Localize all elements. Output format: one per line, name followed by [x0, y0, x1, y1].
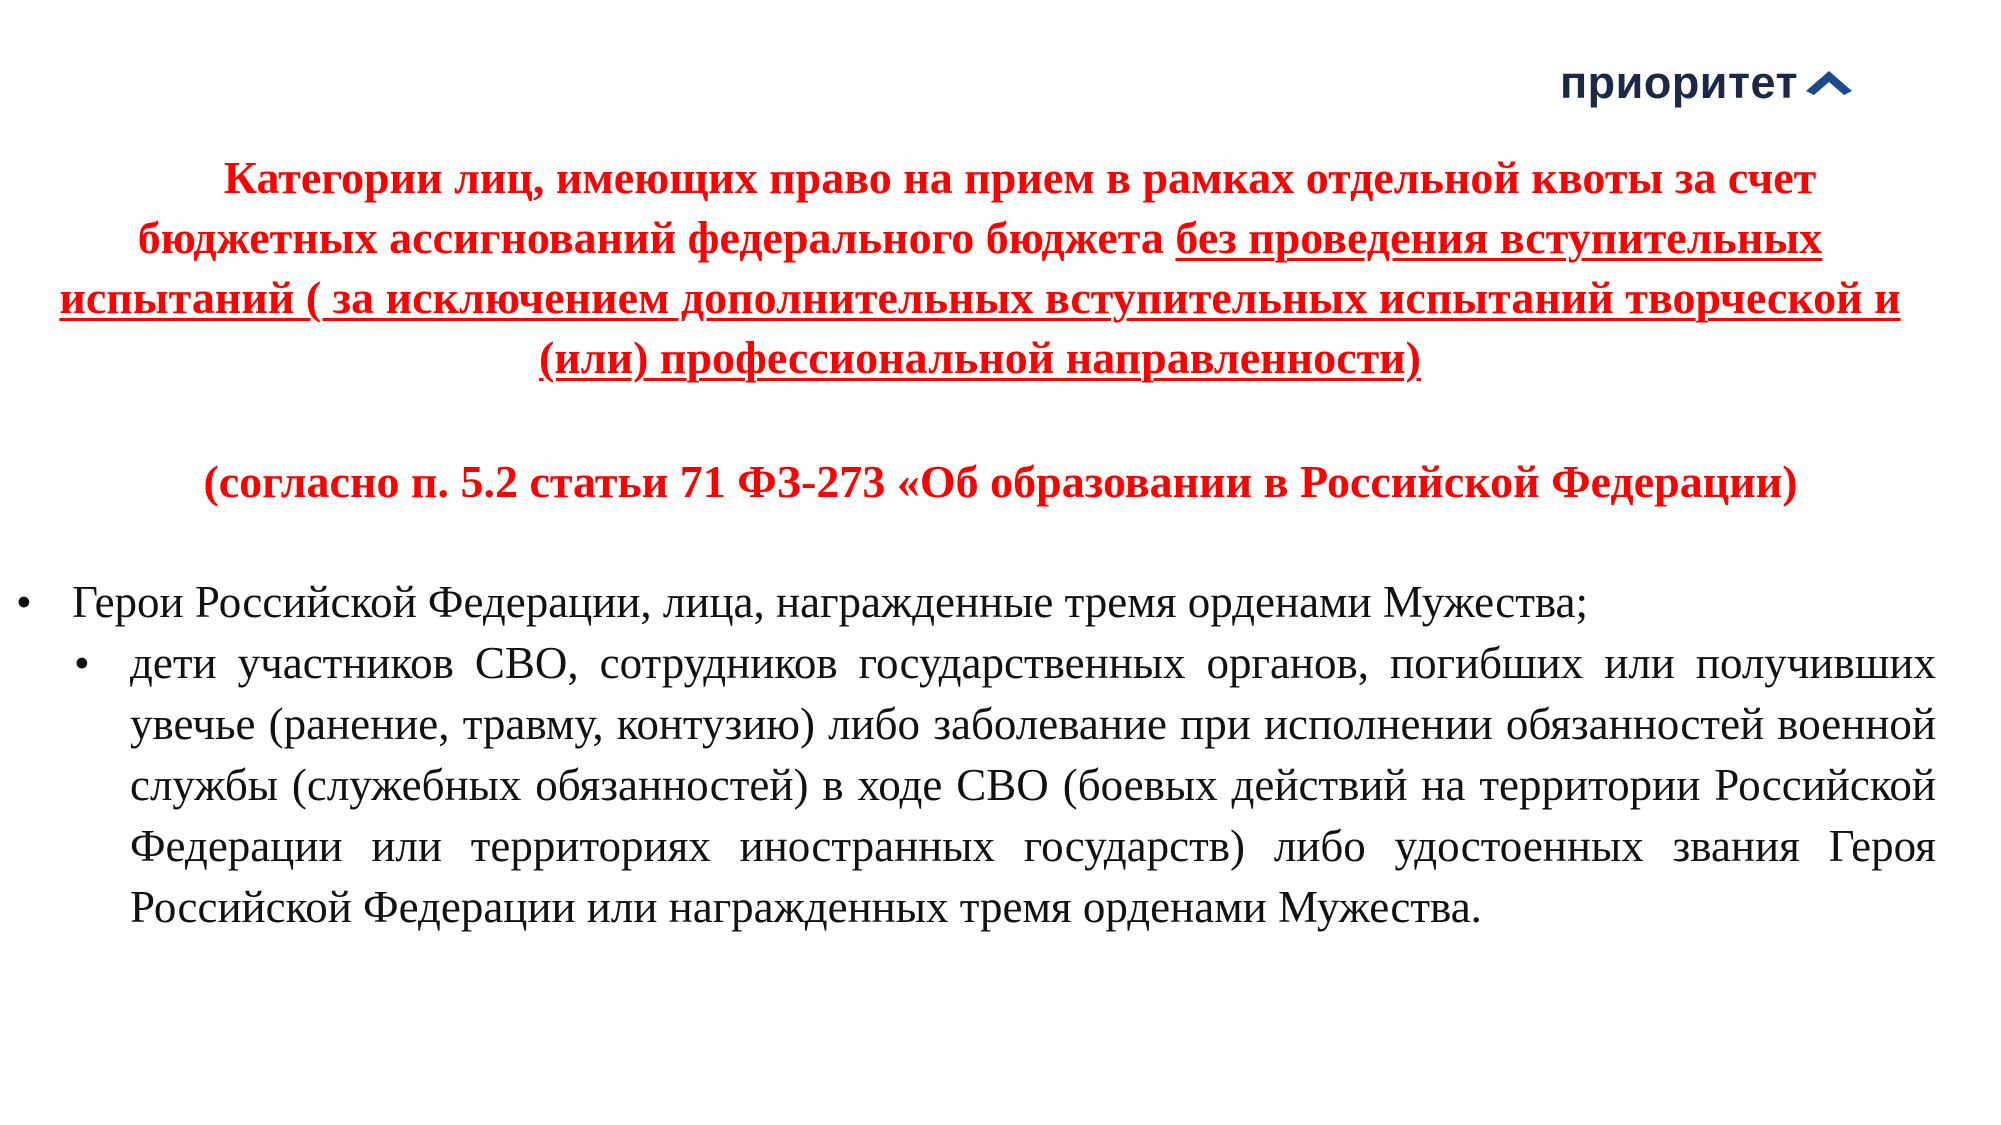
logo-text: приоритет [1560, 56, 1798, 108]
chevron-up-icon [1806, 67, 1852, 97]
page-title [50, 148, 1910, 388]
legal-reference: (согласно п. 5.2 статьи 71 ФЗ-273 «Об образовании в Российской Федерации) [203, 456, 1798, 507]
bullet-marker: • [74, 638, 90, 688]
heading-text: Категории лиц, имеющих право на прием в рамках отдельной квоты за счет бюджетных ассигнований федерального бюджета [137, 152, 1817, 263]
list-item-text: Герои Российской Федерации, лица, награжденные тремя орденами Мужества; [72, 577, 1589, 627]
logo [1560, 52, 1852, 112]
bullet-marker: • [16, 577, 32, 627]
list-item-text: дети участников СВО, сотрудников государственных органов, погибших или получивших увечье (ранение, травму, контузию) либо заболевание при исполнении обязанностей военной службы (служебных обязанностей) в ходе СВО (боевых действий на территории Российской Федерации или территориях иностранных государств) либо удостоенных звания Героя Российской Федерации или награжденных тремя орденами Мужества. [130, 638, 1936, 932]
list-item [16, 633, 1936, 938]
bullet-list [16, 572, 1936, 938]
list-item [16, 572, 1936, 633]
heading-underlined-text: без проведения вступительных испытаний ( за исключением дополнительных вступительных испытаний творческой и (или) профессиональной направленности) [59, 212, 1901, 383]
